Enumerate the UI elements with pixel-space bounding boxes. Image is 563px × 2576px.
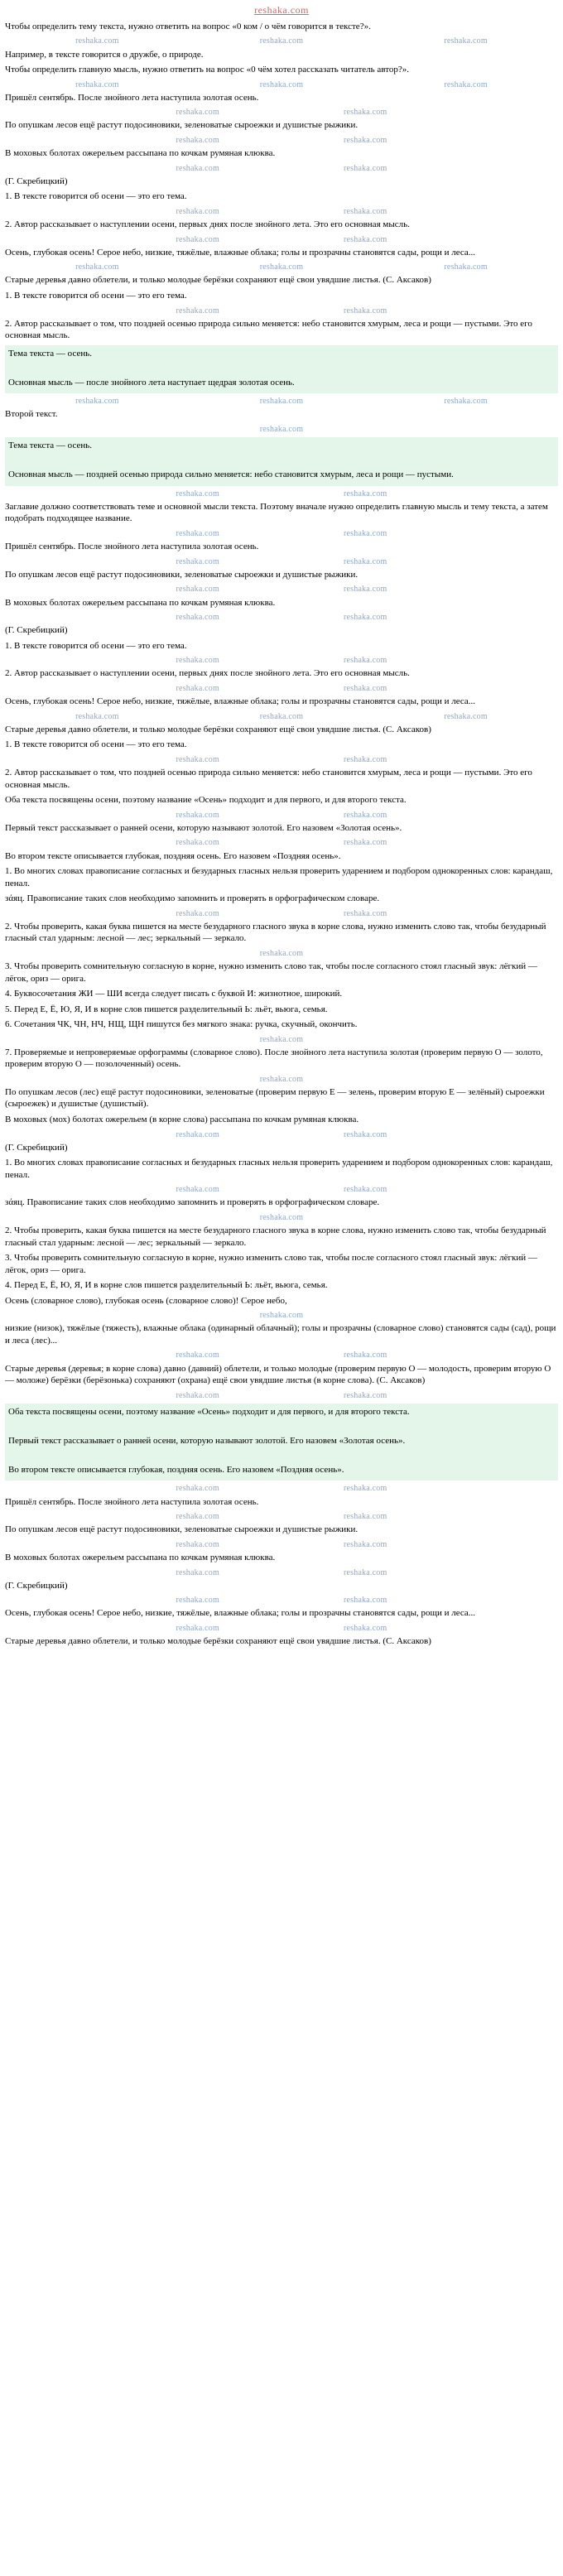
watermark: reshaka.com [176, 163, 219, 173]
watermark: reshaka.com [344, 528, 387, 538]
watermark: reshaka.com [344, 306, 387, 315]
paragraph: Во втором тексте описывается глубокая, поздняя осень. Его назовем «Поздняя осень». [5, 850, 341, 861]
paragraph: 6. Сочетания ЧК, ЧН, НЧ, НЩ, ЩН пишутся без мягкого знака: ручка, скучный, окончить. [5, 1019, 358, 1030]
paragraph: Пришёл сентябрь. После знойного лета наступила золотая осень. [5, 1496, 259, 1507]
watermark-row [5, 655, 558, 666]
watermark: reshaka.com [444, 262, 488, 272]
watermark: reshaka.com [344, 838, 387, 848]
paragraph: 4. Перед Е, Ё, Ю, Я, И в корне слов пишется разделительный Ь: льёт, вьюга, семья. [5, 1280, 328, 1291]
watermark-row [5, 612, 558, 623]
watermark: reshaka.com [176, 1623, 219, 1633]
paragraph: Старые деревья давно облетели, и только молодые берёзки сохраняют ещё свои увядшие листья. (С. Аксаков) [5, 275, 431, 286]
watermark: reshaka.com [344, 683, 387, 693]
watermark: reshaka.com [75, 711, 119, 721]
watermark: reshaka.com [344, 1539, 387, 1549]
watermark-row [5, 107, 558, 118]
watermark: reshaka.com [344, 1596, 387, 1606]
paragraph: 1. В тексте говорится об осени — это его тема. [5, 191, 187, 202]
watermark-row [5, 396, 558, 407]
watermark: reshaka.com [344, 163, 387, 173]
highlight-line: Первый текст рассказывает о ранней осени, которую называют золотой. Его назовем «Золотая осень». [8, 1435, 406, 1446]
watermark: reshaka.com [259, 1212, 304, 1222]
watermark: reshaka.com [75, 397, 119, 407]
paragraph: По опушкам лесов ещё растут подосиновики, зеленоватые сыроежки и душистые рыжики. [5, 120, 358, 131]
watermark: reshaka.com [259, 397, 304, 407]
paragraph: Пришёл сентябрь. После знойного лета наступила золотая осень. [5, 92, 259, 103]
watermark-row [5, 711, 558, 722]
watermark: reshaka.com [444, 79, 488, 89]
highlight-line: Оба текста посвящены осени, поэтому название «Осень» подходит и для первого, и для второго текста. [8, 1406, 410, 1417]
paragraph: 1. В тексте говорится об осени — это его тема. [5, 291, 187, 301]
watermark: reshaka.com [176, 613, 219, 623]
site-logo: reshaka.com [254, 4, 309, 16]
paragraph: 4. Буквосочетания ЖИ — ШИ всегда следует писать с буквой И: жизнотное, широкий. [5, 989, 343, 999]
paragraph: Заглавие должно соответствовать теме и основной мысли текста. Поэтому вначале нужно определить главную мысль и тему текста, а затем подобрать подходящее название. [5, 501, 548, 524]
paragraph: В моховых (мох) болотах ожерельем (в корне слова) рассыпана по кочкам румяная клюква. [5, 1115, 359, 1124]
watermark: reshaka.com [344, 1129, 387, 1139]
watermark: reshaka.com [344, 135, 387, 145]
paragraph: 2. Автор рассказывает о том, что поздней осенью природа сильно меняется: небо становится хмурым, леса и рощи — пустыми. Это его основная мысль. [5, 318, 532, 341]
paragraph: (Г. Скребицкий) [5, 176, 68, 186]
paragraph: Первый текст рассказывает о ранней осени, которую называют золотой. Его назовем «Золотая осень». [5, 822, 402, 833]
watermark-row [5, 837, 558, 848]
watermark: reshaka.com [176, 1512, 219, 1522]
watermark-row [5, 1350, 558, 1360]
watermark-row [5, 1034, 558, 1045]
highlighted-answer [5, 345, 558, 394]
paragraph: 1. Во многих словах правописание согласных и безударных гласных нельзя проверить ударением и подбором однокоренных слов: карандаш, пенал. [5, 1158, 553, 1180]
watermark: reshaka.com [75, 79, 119, 89]
paragraph: 7. Проверяемые и непроверяемые орфограммы (словарное слово). После знойного лета наступила золотая (проверим первую О — золото, проверим вторую О — позолоченный) осень. [5, 1047, 543, 1070]
paragraph: В моховых болотах ожерельем рассыпана по кочкам румяная клюква. [5, 1553, 276, 1563]
paragraph: (Г. Скребицкий) [5, 1142, 68, 1153]
watermark: reshaka.com [344, 234, 387, 244]
paragraph: зάяц. Правописание таких слов необходимо запомнить и проверять в орфографическом словаре. [5, 1197, 380, 1208]
paragraph: низкие (низок), тяжёлые (тяжесть), влажные облака (одинарный облачный); голы и прозрачны (словарное слово) становятся сады (сад), рощи и леса (лес)... [5, 1323, 556, 1346]
watermark-row [5, 948, 558, 959]
watermark: reshaka.com [344, 1390, 387, 1400]
watermark: reshaka.com [344, 108, 387, 118]
highlight-line: Основная мысль — поздней осенью природа сильно меняется: небо становится хмурым, леса и рощи — пустыми. [8, 469, 454, 480]
watermark-row [5, 1567, 558, 1578]
watermark-row [5, 135, 558, 146]
watermark-row [5, 683, 558, 694]
watermark: reshaka.com [344, 754, 387, 764]
paragraph: 1. В тексте говорится об осени — это его тема. [5, 640, 187, 651]
watermark: reshaka.com [176, 1351, 219, 1360]
paragraph: Старые деревья (деревья; в корне слова) давно (давний) облетели, и только молодые (проверим первую О — молодость, проверим вторую О — моложе) берёзки (берёзонька) сохраняют (охрана) ещё свои увядшие листья (в корне слова). (С. Аксаков) [5, 1363, 551, 1386]
paragraph: 2. Чтобы проверить, какая буква пишется на месте безударного гласного звука в корне слова, нужно изменить слово так, чтобы безударный гласный стал ударным: лесной — лес; зеркальный — зеркало. [5, 921, 546, 944]
watermark-row [5, 262, 558, 272]
watermark: reshaka.com [344, 1484, 387, 1494]
watermark: reshaka.com [176, 556, 219, 566]
watermark: reshaka.com [176, 108, 219, 118]
watermark: reshaka.com [176, 1185, 219, 1195]
watermark: reshaka.com [344, 1567, 387, 1577]
paragraph: В моховых болотах ожерельем рассыпана по кочкам румяная клюква. [5, 597, 276, 608]
watermark-row [5, 36, 558, 46]
paragraph: Второй текст. [5, 409, 58, 420]
watermark: reshaka.com [176, 683, 219, 693]
watermark-row [5, 424, 558, 435]
paragraph: Осень, глубокая осень! Серое небо, низкие, тяжёлые, влажные облака; голы и прозрачны становятся сады, рощи и леса... [5, 1608, 476, 1619]
paragraph: Старые деревья давно облетели, и только молодые берёзки сохраняют ещё свои увядшие листья. (С. Аксаков) [5, 1636, 431, 1647]
watermark-row [5, 1511, 558, 1522]
watermark: reshaka.com [75, 36, 119, 46]
watermark: reshaka.com [176, 1390, 219, 1400]
highlight-line [8, 1449, 555, 1461]
watermark: reshaka.com [176, 908, 219, 918]
highlight-line [8, 362, 555, 374]
watermark: reshaka.com [176, 306, 219, 315]
watermark-row [5, 1212, 558, 1223]
highlight-line: Тема текста — осень. [8, 441, 92, 451]
watermark-row [5, 1595, 558, 1606]
paragraph: По опушкам лесов (лес) ещё растут подосиновики, зеленоватые (проверим первую Е — зелень, проверим вторую Е — зелёный) сыроежки (сыроежек) и душистые (душистый). [5, 1086, 545, 1110]
watermark: reshaka.com [344, 585, 387, 595]
watermark: reshaka.com [259, 424, 304, 434]
watermark: reshaka.com [444, 36, 488, 46]
watermark: reshaka.com [259, 262, 304, 272]
watermark-row [5, 1483, 558, 1494]
watermark: reshaka.com [176, 234, 219, 244]
watermark: reshaka.com [259, 1311, 304, 1321]
watermark-row [5, 556, 558, 567]
watermark: reshaka.com [176, 1484, 219, 1494]
watermark-row [5, 79, 558, 90]
watermark-row [5, 206, 558, 217]
highlighted-answer [5, 1404, 558, 1481]
watermark: reshaka.com [176, 206, 219, 216]
watermark: reshaka.com [176, 1129, 219, 1139]
paragraph: 3. Чтобы проверить сомнительную согласную в корне, нужно изменить слово так, чтобы после согласного стоял гласный звук: лёгкий — лёгок, ориз — орига. [5, 961, 537, 984]
watermark: reshaka.com [344, 613, 387, 623]
paragraph: 2. Автор рассказывает о наступлении осени, первых днях после знойного лета. Это его основная мысль. [5, 219, 410, 230]
watermark: reshaka.com [176, 585, 219, 595]
watermark: reshaka.com [344, 556, 387, 566]
watermark: reshaka.com [344, 908, 387, 918]
paragraph: По опушкам лесов ещё растут подосиновики, зеленоватые сыроежки и душистые рыжики. [5, 1524, 358, 1535]
highlight-line: Во втором тексте описывается глубокая, поздняя осень. Его назовем «Поздняя осень». [8, 1464, 344, 1475]
highlight-line [8, 455, 555, 467]
watermark-row [5, 754, 558, 765]
watermark: reshaka.com [444, 711, 488, 721]
paragraph: Осень, глубокая осень! Серое небо, низкие, тяжёлые, влажные облака; голы и прозрачны становятся сады, рощи и леса... [5, 696, 476, 707]
watermark-row [5, 163, 558, 174]
document-content [5, 21, 558, 1648]
paragraph: (Г. Скребицкий) [5, 1580, 68, 1591]
paragraph: Чтобы определить главную мысль, нужно ответить на вопрос «0 чём хотел рассказать читатель автор?». [5, 65, 410, 75]
watermark-row [5, 1623, 558, 1634]
watermark-row [5, 1074, 558, 1085]
paragraph: Например, в тексте говорится о дружбе, о природе. [5, 49, 204, 60]
watermark-row [5, 1184, 558, 1195]
watermark-row [5, 1310, 558, 1321]
watermark: reshaka.com [176, 838, 219, 848]
paragraph: 1. В тексте говорится об осени — это его тема. [5, 739, 187, 750]
watermark-row [5, 908, 558, 919]
watermark: reshaka.com [344, 1623, 387, 1633]
paragraph: Чтобы определить тему текста, нужно ответить на вопрос «0 ком / о чём говорится в тексте?». [5, 21, 371, 31]
paragraph: Пришёл сентябрь. После знойного лета наступила золотая осень. [5, 542, 259, 552]
watermark: reshaka.com [176, 810, 219, 820]
watermark: reshaka.com [75, 262, 119, 272]
watermark: reshaka.com [259, 36, 304, 46]
watermark: reshaka.com [344, 1351, 387, 1360]
paragraph: Осень, глубокая осень! Серое небо, низкие, тяжёлые, влажные облака; голы и прозрачны становятся сады, рощи и леса... [5, 247, 476, 258]
watermark: reshaka.com [176, 1567, 219, 1577]
watermark: reshaka.com [259, 1074, 304, 1084]
watermark: reshaka.com [176, 489, 219, 498]
highlight-line: Тема текста — осень. [8, 348, 92, 359]
watermark-row [5, 306, 558, 316]
watermark: reshaka.com [344, 656, 387, 666]
paragraph: Оба текста посвящены осени, поэтому название «Осень» подходит и для первого, и для второго текста. [5, 795, 407, 806]
watermark: reshaka.com [176, 656, 219, 666]
watermark: reshaka.com [176, 528, 219, 538]
paragraph: 2. Автор рассказывает о том, что поздней осенью природа сильно меняется: небо становится хмурым, леса и рощи — пустыми. Это его основная мысль. [5, 768, 532, 790]
watermark: reshaka.com [259, 711, 304, 721]
watermark-row [5, 1390, 558, 1401]
watermark-row [5, 1129, 558, 1140]
paragraph: 2. Автор рассказывает о наступлении осени, первых днях после знойного лета. Это его основная мысль. [5, 668, 410, 679]
highlight-line: Основная мысль — после знойного лета наступает щедрая золотая осень. [8, 377, 295, 388]
watermark-row [5, 1539, 558, 1550]
paragraph: 3. Чтобы проверить сомнительную согласную в корне, нужно изменить слово так, чтобы после согласного стоял гласный звук: лёгкий — лёгок, ориз — орига. [5, 1253, 537, 1275]
watermark: reshaka.com [344, 206, 387, 216]
watermark: reshaka.com [176, 1539, 219, 1549]
watermark-row [5, 489, 558, 499]
watermark: reshaka.com [344, 1512, 387, 1522]
paragraph: В моховых болотах ожерельем рассыпана по кочкам румяная клюква. [5, 148, 276, 159]
paragraph: 1. Во многих словах правописание согласных и безударных гласных нельзя проверить ударением и подбором однокоренных слов: карандаш, пенал. [5, 866, 553, 888]
watermark: reshaka.com [344, 1185, 387, 1195]
watermark-row [5, 584, 558, 595]
watermark: reshaka.com [444, 397, 488, 407]
paragraph: По опушкам лесов ещё растут подосиновики, зеленоватые сыроежки и душистые рыжики. [5, 569, 358, 580]
paragraph: Осень (словарное слово), глубокая осень (словарное слово)! Серое небо, [5, 1295, 287, 1306]
paragraph: Старые деревья давно облетели, и только молодые берёзки сохраняют ещё свои увядшие листья. (С. Аксаков) [5, 724, 431, 734]
watermark: reshaka.com [344, 489, 387, 498]
paragraph: зάяц. Правописание таких слов необходимо запомнить и проверять в орфографическом словаре. [5, 893, 380, 904]
watermark: reshaka.com [259, 948, 304, 958]
watermark: reshaka.com [176, 1596, 219, 1606]
watermark-row [5, 234, 558, 245]
watermark-row [5, 528, 558, 539]
paragraph: 5. Перед Е, Ё, Ю, Я, И в корне слов пишется разделительный Ь: льёт, вьюга, семья. [5, 1004, 328, 1014]
paragraph: 2. Чтобы проверить, какая буква пишется на месте безударного гласного звука в корне слова, нужно изменить слово так, чтобы безударный гласный стал ударным: лесной — лес; зеркальный — зеркало. [5, 1225, 546, 1248]
watermark: reshaka.com [176, 135, 219, 145]
highlighted-answer [5, 437, 558, 486]
watermark: reshaka.com [259, 1034, 304, 1044]
paragraph: (Г. Скребицкий) [5, 625, 68, 636]
watermark-row [5, 810, 558, 821]
watermark: reshaka.com [344, 810, 387, 820]
watermark: reshaka.com [176, 754, 219, 764]
highlight-line [8, 1420, 555, 1432]
watermark: reshaka.com [259, 79, 304, 89]
